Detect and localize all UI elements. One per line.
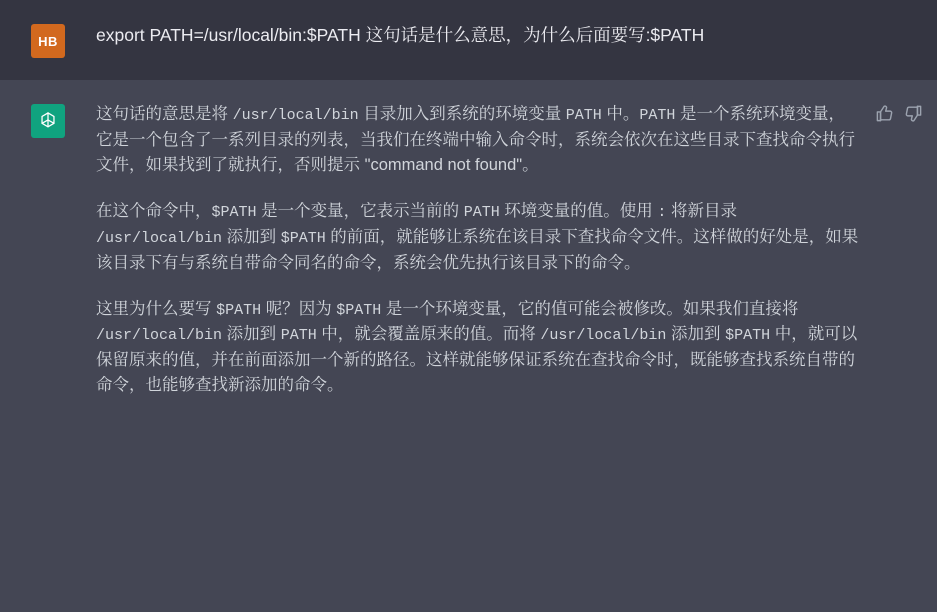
user-message-text: export PATH=/usr/local/bin:$PATH 这句话是什么意思，为什么后面要写:$PATH bbox=[96, 25, 705, 45]
inline-code: /usr/local/bin bbox=[232, 107, 359, 124]
inline-code: PATH bbox=[565, 107, 602, 124]
thumbs-down-icon[interactable] bbox=[904, 104, 923, 123]
inline-code: $PATH bbox=[280, 229, 326, 247]
inline-code: PATH bbox=[463, 203, 500, 221]
assistant-message-content bbox=[96, 102, 937, 588]
inline-code: $PATH bbox=[336, 301, 382, 319]
thumbs-up-icon[interactable] bbox=[875, 104, 894, 123]
assistant-paragraph: 在这个命令中，$PATH 是一个变量，它表示当前的 PATH 环境变量的值。使用 : 将新目录 /usr/local/bin 添加到 $PATH 的前面，就能够让系统在该目录下查找命令文件。这样做的好处是，如果该目录下有与系统自带命令同名的命令，系统会优先执行该目录下的命令。 bbox=[96, 201, 859, 272]
inline-code: $PATH bbox=[216, 301, 262, 319]
user-message bbox=[0, 0, 937, 80]
inline-code: $PATH bbox=[211, 203, 257, 221]
inline-code: PATH bbox=[639, 107, 676, 124]
avatar: HB bbox=[31, 24, 65, 58]
user-avatar-column bbox=[0, 22, 96, 58]
assistant-message bbox=[0, 80, 937, 612]
inline-code: /usr/local/bin bbox=[540, 327, 667, 345]
assistant-avatar-column bbox=[0, 102, 96, 588]
inline-code: /usr/local/bin bbox=[96, 229, 223, 247]
user-message-content bbox=[96, 22, 937, 58]
inline-code: /usr/local/bin bbox=[96, 327, 223, 345]
inline-code: $PATH bbox=[725, 327, 771, 345]
inline-code: PATH bbox=[280, 327, 317, 345]
assistant-paragraph: 这句话的意思是将 /usr/local/bin 目录加入到系统的环境变量 PATH 中。PATH 是一个系统环境变量，它是一个包含了一系列目录的列表，当我们在终端中输入命令时，系统会依次在这些目录下查找命令执行文件，如果找到了就执行，否则提示 "command not found"。 bbox=[96, 105, 855, 174]
assistant-paragraph: 这里为什么要写 $PATH 呢？因为 $PATH 是一个环境变量，它的值可能会被修改。如果我们直接将 /usr/local/bin 添加到 PATH 中，就会覆盖原来的值。而将 /usr/local/bin 添加到 $PATH 中，就可以保留原来的值，并在前面添加一个新的路径。这样就能够保证系统在查找命令时，既能够查找系统自带的命令，也能够查找新添加的命令。 bbox=[96, 299, 858, 395]
openai-logo-icon bbox=[31, 104, 65, 138]
assistant-message-text bbox=[96, 102, 861, 398]
inline-code: : bbox=[657, 203, 667, 221]
message-actions bbox=[861, 102, 923, 123]
